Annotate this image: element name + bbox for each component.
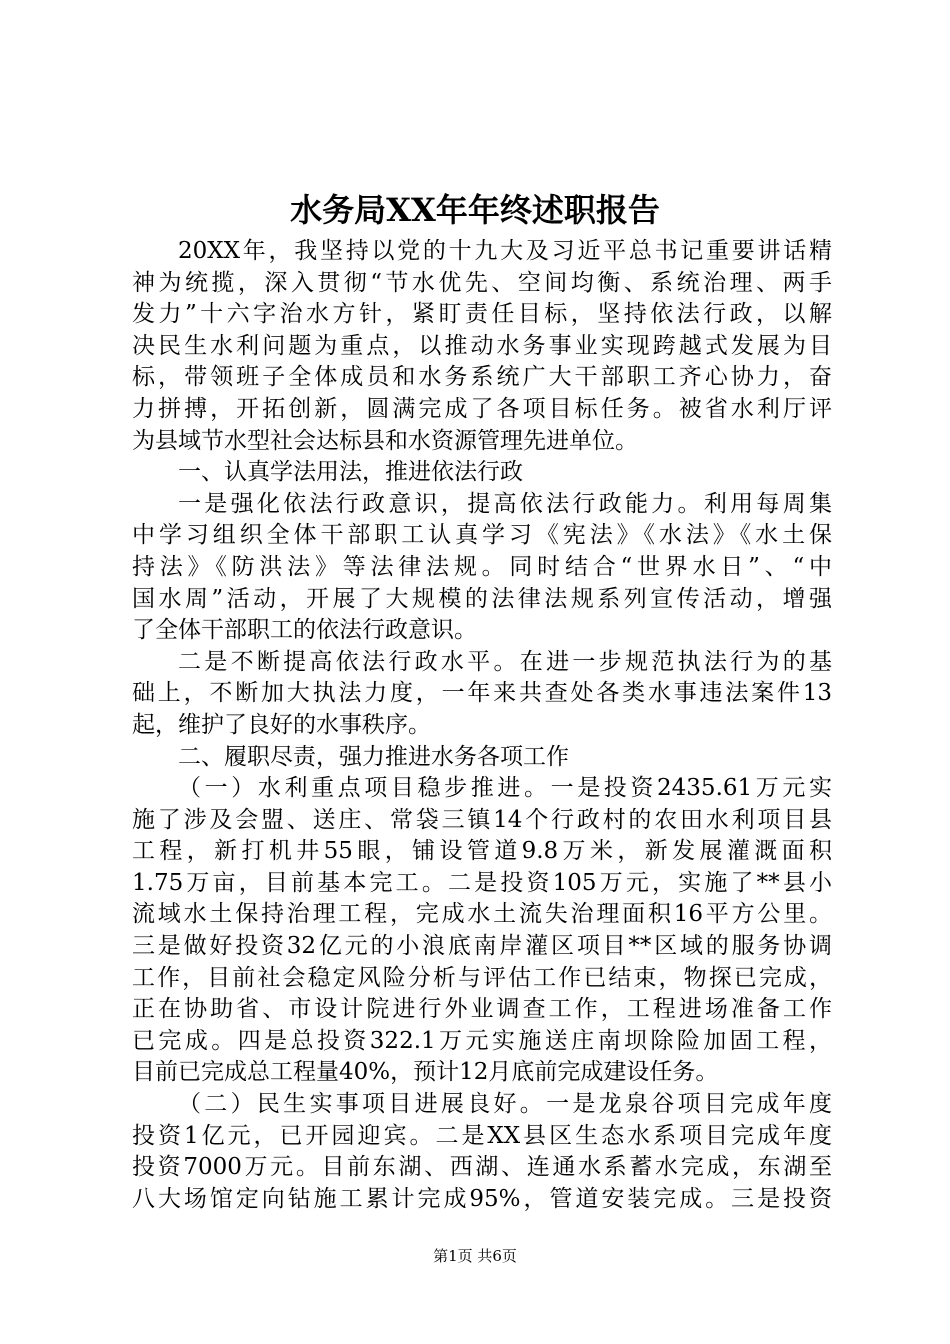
- section-heading: 一、认真学法用法，推进依法行政: [178, 459, 523, 486]
- text-line: 中学习组织全体干部职工认真学习《宪法》《水法》《水土保: [132, 522, 832, 549]
- text-line: （二）民生实事项目进展良好。一是龙泉谷项目完成年度: [178, 1091, 832, 1118]
- text-line: 三是做好投资32亿元的小浪底南岸灌区项目**区域的服务协调: [132, 933, 832, 960]
- text-line: 工程，新打机井55眼，铺设管道9.8万米，新发展灌溉面积: [132, 838, 832, 865]
- text-line: 起，维护了良好的水事秩序。: [132, 711, 431, 738]
- text-line: 了全体干部职工的依法行政意识。: [132, 617, 477, 644]
- text-line: 为县域节水型社会达标县和水资源管理先进单位。: [132, 427, 638, 454]
- text-line: 施了涉及会盟、送庄、常袋三镇14个行政村的农田水利项目县: [132, 806, 832, 833]
- text-line: 20XX年，我坚持以党的十九大及习近平总书记重要讲话精: [178, 238, 832, 264]
- text-line: （一）水利重点项目稳步推进。一是投资2435.61万元实: [178, 775, 832, 802]
- document-title: 水务局XX年年终述职报告: [290, 191, 660, 229]
- text-line: 神为统揽，深入贯彻“节水优先、空间均衡、系统治理、两手: [132, 269, 832, 296]
- text-line: 发力”十六字治水方针，紧盯责任目标，坚持依法行政，以解: [132, 301, 832, 328]
- text-line: 流域水土保持治理工程，完成水土流失治理面积16平方公里。: [132, 901, 832, 928]
- text-line: 1.75万亩，目前基本完工。二是投资105万元，实施了**县小: [132, 869, 832, 896]
- text-line: 已完成。四是总投资322.1万元实施送庄南坝除险加固工程，: [132, 1027, 832, 1054]
- text-line: 八大场馆定向钻施工累计完成95%，管道安装完成。三是投资: [132, 1185, 832, 1212]
- text-line: 投资7000万元。目前东湖、西湖、连通水系蓄水完成，东湖至: [132, 1154, 832, 1181]
- text-line: 一是强化依法行政意识，提高依法行政能力。利用每周集: [178, 490, 832, 517]
- section-heading: 二、履职尽责，强力推进水务各项工作: [178, 743, 569, 770]
- text-line: 正在协助省、市设计院进行外业调查工作，工程进场准备工作: [132, 996, 832, 1023]
- text-line: 目前已完成总工程量40%，预计12月底前完成建设任务。: [132, 1059, 719, 1086]
- text-line: 决民生水利问题为重点，以推动水务事业实现跨越式发展为目: [132, 332, 832, 359]
- text-line: 力拼搏，开拓创新，圆满完成了各项目标任务。被省水利厅评: [132, 395, 832, 422]
- text-line: 持法》《防洪法》等法律法规。同时结合“世界水日”、“中: [132, 553, 832, 580]
- text-line: 国水周”活动，开展了大规模的法律法规系列宣传活动，增强: [132, 585, 832, 612]
- text-line: 础上，不断加大执法力度，一年来共查处各类水事违法案件13: [132, 680, 832, 707]
- text-line: 投资1亿元，已开园迎宾。二是XX县区生态水系项目完成年度: [132, 1122, 832, 1149]
- text-line: 工作，目前社会稳定风险分析与评估工作已结束，物探已完成，: [132, 964, 832, 991]
- page-number-footer: 第1页 共6页: [433, 1247, 517, 1265]
- text-line: 二是不断提高依法行政水平。在进一步规范执法行为的基: [178, 648, 832, 675]
- text-line: 标，带领班子全体成员和水务系统广大干部职工齐心协力，奋: [132, 364, 832, 391]
- document-body: [132, 236, 832, 1215]
